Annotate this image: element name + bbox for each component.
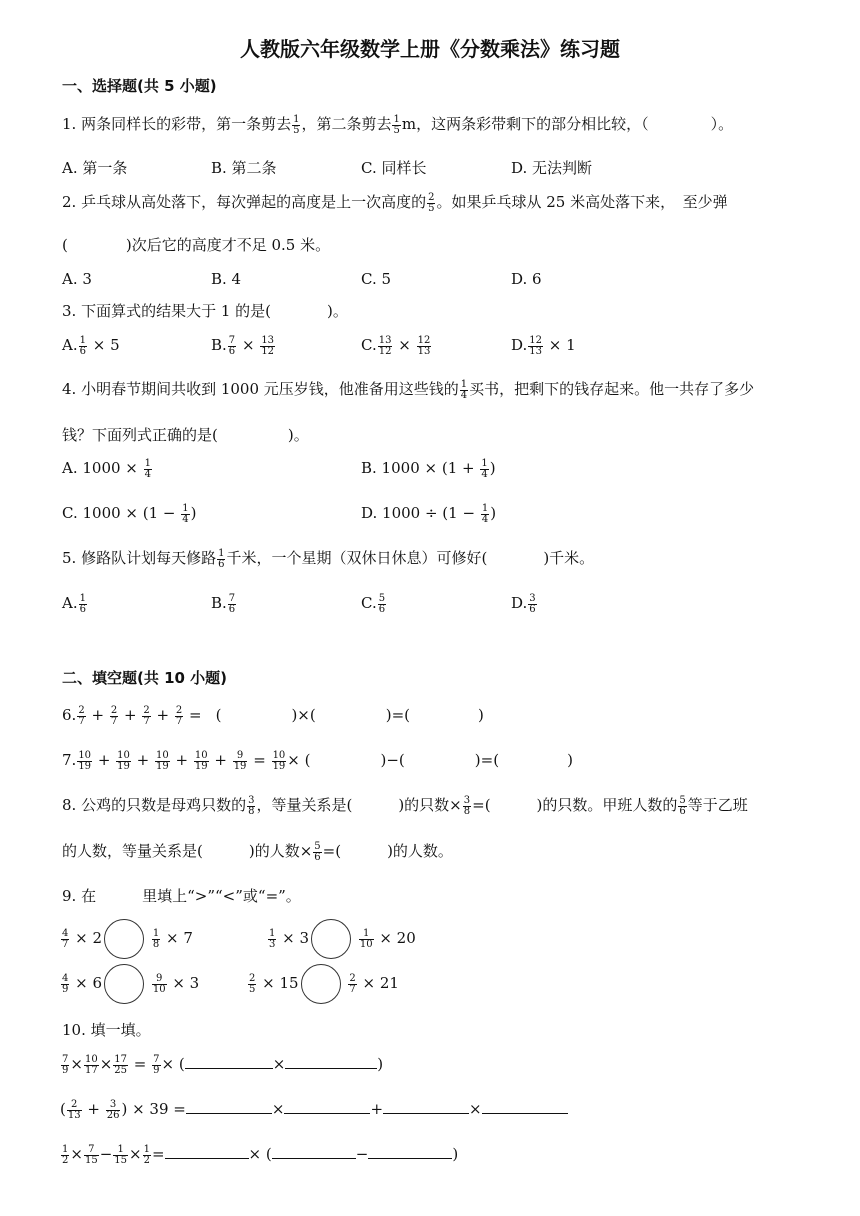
operator: =: [151, 1145, 165, 1163]
fraction: [61, 1055, 69, 1076]
numerator: 10: [272, 749, 286, 761]
q2-option-b[interactable]: B. 4: [211, 270, 242, 288]
denominator: 19: [194, 760, 208, 772]
fraction: [378, 594, 386, 615]
fraction: [77, 706, 85, 727]
numerator: 2: [67, 1100, 82, 1111]
numerator: 7: [153, 1053, 160, 1065]
numerator: 1: [359, 929, 374, 940]
operator: ) × 39 =: [121, 1100, 186, 1118]
question-4: [62, 379, 754, 401]
numerator: 5: [679, 794, 686, 806]
q4-option-d[interactable]: [361, 503, 496, 525]
denominator: 7: [175, 715, 183, 727]
q7-paren: )=(: [474, 751, 500, 769]
operator: ×: [469, 1100, 482, 1118]
operator: ): [377, 1055, 384, 1073]
q7-paren: × (: [287, 751, 311, 769]
compare-circle-input[interactable]: [311, 919, 351, 959]
numerator: 1: [293, 113, 300, 125]
q2-text: 2. 乒乓球从高处落下，每次弹起的高度是上一次高度的: [62, 193, 427, 211]
denominator: 4: [144, 468, 152, 480]
q4-option-b[interactable]: [361, 458, 496, 480]
question-3: [62, 301, 348, 321]
denominator: 6: [314, 851, 321, 863]
fraction: [392, 115, 400, 136]
fraction: [181, 504, 189, 525]
option-expr: ): [490, 504, 497, 522]
question-8-line2: [62, 841, 453, 863]
answer-blank[interactable]: [368, 1144, 452, 1159]
fraction: [144, 459, 152, 480]
operator: −: [355, 1145, 369, 1163]
section-heading-choice: 一、选择题(共 5 小题): [62, 77, 217, 95]
q3-option-d[interactable]: [511, 335, 576, 357]
expr: × 6: [75, 974, 103, 992]
fraction: [152, 974, 167, 995]
fraction: [143, 1145, 151, 1166]
numerator: 1: [218, 547, 225, 559]
fraction: [292, 115, 300, 136]
answer-blank[interactable]: [285, 1054, 377, 1069]
operator: ×: [271, 1100, 285, 1118]
q4-option-c[interactable]: [62, 503, 197, 525]
q2-text-post: 。如果乒乓球从 25 米高处落下来， 至少弹: [436, 193, 728, 211]
q1-option-b[interactable]: B. 第二条: [211, 159, 277, 177]
numerator: 2: [143, 704, 150, 716]
q8-text: )的只数×: [398, 796, 462, 814]
fraction: [228, 594, 236, 615]
fraction: [378, 336, 393, 357]
q2-option-d[interactable]: D. 6: [511, 270, 542, 288]
q9-compare-2: [267, 919, 416, 959]
fraction: [67, 1100, 82, 1121]
fraction: [79, 594, 87, 615]
denominator: 25: [114, 1064, 127, 1076]
question-9: [62, 886, 301, 906]
numerator: 2: [428, 191, 435, 203]
q3-option-c[interactable]: [361, 335, 432, 357]
operator: +: [370, 1100, 384, 1118]
operator: ): [452, 1145, 459, 1163]
fraction: [84, 1145, 99, 1166]
answer-blank[interactable]: [165, 1144, 249, 1159]
numerator: 12: [417, 334, 431, 346]
operator: ×: [99, 1055, 113, 1073]
q6-paren: ): [478, 706, 484, 724]
answer-blank[interactable]: [383, 1099, 469, 1114]
numerator: 1: [62, 1143, 69, 1155]
q5-text-end: )千米。: [543, 549, 595, 567]
fraction: [113, 1055, 128, 1076]
option-label: A.: [62, 336, 78, 354]
numerator: 1: [460, 378, 468, 390]
fraction: [152, 1055, 160, 1076]
q3-text-end: )。: [327, 302, 348, 320]
denominator: 5: [428, 202, 435, 214]
numerator: 7: [228, 592, 236, 604]
question-4-line2: [62, 425, 309, 445]
option-label: D.: [511, 594, 528, 612]
denominator: 9: [62, 1064, 69, 1076]
q7-paren: )−(: [380, 751, 405, 769]
fraction: [359, 929, 374, 950]
denominator: 6: [378, 603, 386, 615]
numerator: 5: [378, 592, 386, 604]
denominator: 6: [228, 345, 236, 357]
denominator: 2: [62, 1154, 69, 1166]
fraction: [268, 929, 276, 950]
q8-text: 的人数，等量关系是(: [62, 842, 203, 860]
fraction: [678, 796, 686, 817]
denominator: 7: [110, 715, 118, 727]
denominator: 13: [67, 1109, 81, 1121]
fraction: [348, 974, 356, 995]
numerator: 10: [117, 749, 130, 761]
q4-text-post: 买书，把剩下的钱存起来。他一共存了多少: [469, 380, 755, 398]
expr: × 2: [75, 929, 103, 947]
option-expr: × 5: [92, 336, 120, 354]
fraction: [152, 929, 160, 950]
numerator: 10: [84, 1053, 98, 1065]
q1-option-a[interactable]: A. 第一条: [62, 159, 128, 177]
expr: × 21: [362, 974, 399, 992]
q8-text: =(: [322, 842, 342, 860]
q9-compare-1: [60, 919, 193, 959]
q6-label: 6.: [62, 706, 77, 724]
q5-option-b[interactable]: [211, 593, 237, 615]
fraction: [61, 929, 69, 950]
option-label: C.: [361, 336, 377, 354]
denominator: 6: [79, 603, 86, 615]
numerator: 1: [152, 927, 160, 939]
denominator: 4: [460, 389, 468, 401]
q9-compare-3: [60, 964, 199, 1004]
q4-text: 4. 小明春节期间共收到 1000 元压岁钱，他准备用这些钱的: [62, 380, 459, 398]
operator: ×: [70, 1055, 83, 1073]
fraction: [260, 336, 275, 357]
q1-text: 1. 两条同样长的彩带，第一条剪去: [62, 115, 292, 133]
fraction: [61, 1145, 69, 1166]
numerator: 10: [194, 749, 208, 761]
denominator: 4: [481, 468, 488, 480]
q5-text: 5. 修路队计划每天修路: [62, 549, 217, 567]
numerator: 5: [314, 840, 321, 852]
numerator: 1: [143, 1143, 150, 1155]
denominator: 4: [481, 513, 489, 525]
numerator: 13: [378, 334, 392, 346]
answer-blank[interactable]: [186, 1099, 272, 1114]
fraction: [247, 796, 255, 817]
fraction: [77, 751, 92, 772]
numerator: 1: [79, 334, 86, 346]
option-label: C. 1000 × (1 −: [62, 504, 176, 522]
numerator: 1: [182, 502, 189, 514]
denominator: 13: [417, 345, 431, 357]
numerator: 1: [481, 457, 488, 469]
q6-paren: (: [215, 706, 222, 724]
q2-text-line2: )次后它的高度才不足 0.5 米。: [125, 236, 331, 254]
q8-text: =(: [472, 796, 491, 814]
numerator: 2: [110, 704, 118, 716]
denominator: 5: [249, 983, 256, 995]
q1-text-post: m，这两条彩带剩下的部分相比较，（: [401, 115, 649, 133]
q8-text: 等于乙班: [687, 796, 748, 814]
question-5: [62, 548, 594, 570]
denominator: 7: [78, 715, 85, 727]
numerator: 1: [113, 1145, 128, 1156]
q7-paren: ): [567, 751, 573, 769]
numerator: 13: [261, 334, 275, 346]
q8-text: )的只数。甲班人数的: [536, 796, 678, 814]
operator: +: [123, 706, 137, 724]
denominator: 4: [182, 513, 189, 525]
q10-row-1: [60, 1054, 383, 1076]
numerator: 7: [228, 334, 236, 346]
numerator: 2: [349, 972, 356, 984]
fraction: [194, 751, 209, 772]
fraction: [116, 751, 131, 772]
answer-blank[interactable]: [185, 1054, 273, 1069]
compare-circle-input[interactable]: [104, 964, 144, 1004]
numerator: 4: [62, 927, 69, 939]
denominator: 9: [153, 1064, 160, 1076]
page-title: 人教版六年级数学上册《分数乘法》练习题: [240, 37, 620, 61]
numerator: 4: [62, 972, 69, 984]
question-2-line2: [62, 235, 330, 255]
q9-text: 9. 在: [62, 887, 97, 905]
fraction: [84, 1055, 99, 1076]
denominator: 7: [62, 938, 69, 950]
compare-circle-input[interactable]: [301, 964, 341, 1004]
q2-option-a[interactable]: A. 3: [62, 270, 92, 288]
expr: × 20: [379, 929, 416, 947]
numerator: 12: [529, 334, 542, 346]
q8-text: )的人数。: [387, 842, 453, 860]
denominator: 8: [248, 805, 255, 817]
numerator: 3: [106, 1100, 121, 1111]
q5-option-a[interactable]: [62, 593, 88, 615]
denominator: 6: [79, 345, 86, 357]
answer-blank[interactable]: [482, 1099, 568, 1114]
q7-label: 7.: [62, 751, 77, 769]
denominator: 19: [233, 760, 247, 772]
expr: × 3: [172, 974, 200, 992]
denominator: 19: [272, 760, 286, 772]
denominator: 13: [529, 345, 542, 357]
q1-option-c[interactable]: C. 同样长: [361, 159, 427, 177]
fraction: [228, 336, 236, 357]
denominator: 6: [218, 558, 225, 570]
question-8: [62, 795, 748, 817]
option-label: B. 1000 × (1 +: [361, 459, 475, 477]
denominator: 10: [359, 938, 373, 950]
option-label: A.: [62, 594, 78, 612]
section-heading-fill: 二、填空题(共 10 小题): [62, 669, 228, 687]
numerator: 2: [175, 704, 183, 716]
option-label: A. 1000 ×: [62, 459, 138, 477]
denominator: 8: [152, 938, 160, 950]
denominator: 10: [152, 983, 166, 995]
q2-option-c[interactable]: C. 5: [361, 270, 392, 288]
denominator: 5: [393, 124, 400, 136]
q10-row-2: [60, 1099, 568, 1121]
q3-option-b[interactable]: [211, 335, 276, 357]
denominator: 12: [378, 345, 392, 357]
operator: +: [91, 706, 105, 724]
denominator: 2: [143, 1154, 150, 1166]
option-expr: × 1: [548, 336, 576, 354]
fraction: [155, 751, 170, 772]
operator: ×: [129, 1145, 142, 1163]
operator: +: [156, 706, 170, 724]
numerator: 2: [78, 704, 85, 716]
denominator: 9: [62, 983, 69, 995]
question-10: 10. 填一填。: [62, 1021, 151, 1039]
denominator: 15: [84, 1154, 98, 1166]
operator: +: [87, 1100, 100, 1118]
operator: =: [133, 1055, 147, 1073]
denominator: 7: [349, 983, 356, 995]
numerator: 2: [249, 972, 256, 984]
operator: ×: [241, 336, 255, 354]
q1-option-d[interactable]: D. 无法判断: [511, 159, 593, 177]
q8-text: 8. 公鸡的只数是母鸡只数的: [62, 796, 247, 814]
numerator: 7: [84, 1145, 99, 1156]
fraction: [61, 974, 69, 995]
q10-row-3: [60, 1144, 458, 1166]
q1-text-mid: ，第二条剪去: [301, 115, 392, 133]
q4-text-end: )。: [287, 426, 309, 444]
fraction: [480, 459, 488, 480]
q3-text: 3. 下面算式的结果大于 1 的是(: [62, 302, 272, 320]
numerator: 3: [248, 794, 255, 806]
numerator: 9: [152, 974, 167, 985]
denominator: 3: [269, 938, 276, 950]
q4-text-line2: 钱？下面列式正确的是(: [62, 426, 218, 444]
q5-text-post: 千米，一个星期（双休日休息）可修好(: [226, 549, 488, 567]
option-label: D. 1000 ÷ (1 −: [361, 504, 476, 522]
denominator: 6: [679, 805, 686, 817]
q8-text: )的人数×: [248, 842, 313, 860]
question-6: [62, 705, 484, 727]
q5-option-d[interactable]: [511, 593, 538, 615]
denominator: 15: [114, 1154, 127, 1166]
fraction: [528, 336, 543, 357]
denominator: 26: [106, 1109, 120, 1121]
option-expr: ): [489, 459, 496, 477]
option-label: B.: [211, 594, 227, 612]
option-label: C.: [361, 594, 377, 612]
fraction: [460, 380, 468, 401]
fraction: [217, 549, 225, 570]
q9-compare-4: [247, 964, 399, 1004]
numerator: 10: [78, 749, 92, 761]
fraction: [175, 706, 183, 727]
q5-option-c[interactable]: [361, 593, 387, 615]
question-7: 7. $\frac{10}{19}$ + $\frac{10}{19}$ + $\frac{10}{19}$ + $\frac{10}{19}$ + $\frac{9}{19}$ = $\frac{10}{19}$ × ( )−( )=( ): [62, 749, 573, 772]
fraction: [463, 796, 471, 817]
fraction: [272, 751, 287, 772]
fraction: [528, 594, 536, 615]
fraction: [248, 974, 256, 995]
operator: × (: [161, 1055, 185, 1073]
question-1: [62, 114, 733, 136]
q3-option-a[interactable]: [62, 335, 120, 357]
fraction: [233, 751, 248, 772]
option-label: D.: [511, 336, 528, 354]
operator: ×: [70, 1145, 83, 1163]
denominator: 12: [261, 345, 275, 357]
denominator: 19: [156, 760, 169, 772]
expr: × 15: [262, 974, 299, 992]
numerator: 3: [463, 794, 471, 806]
denominator: 17: [84, 1064, 98, 1076]
numerator: 9: [233, 751, 248, 762]
q9-text: 里填上“>”“<”或“=”。: [142, 887, 301, 905]
fraction: [142, 706, 150, 727]
fraction: [481, 504, 489, 525]
denominator: 8: [463, 805, 471, 817]
operator: × (: [248, 1145, 272, 1163]
fraction: [106, 1100, 121, 1121]
denominator: 6: [228, 603, 236, 615]
q6-paren: )=(: [385, 706, 411, 724]
fraction: [113, 1145, 128, 1166]
numerator: 17: [114, 1053, 127, 1065]
numerator: 1: [481, 502, 489, 514]
numerator: 1: [79, 592, 86, 604]
fraction: [427, 193, 435, 214]
numerator: 10: [156, 749, 169, 761]
question-2: [62, 192, 728, 214]
q8-text: ，等量关系是(: [256, 796, 353, 814]
numerator: 7: [62, 1053, 69, 1065]
q1-text-end: ）。: [710, 115, 734, 133]
compare-circle-input[interactable]: [104, 919, 144, 959]
answer-blank[interactable]: [272, 1144, 356, 1159]
expr: × 3: [282, 929, 310, 947]
operator: −: [99, 1145, 113, 1163]
numerator: 1: [269, 927, 276, 939]
denominator: 19: [117, 760, 130, 772]
operator: ×: [398, 336, 411, 354]
q6-paren: )×(: [291, 706, 316, 724]
denominator: 6: [529, 603, 536, 615]
operator: =: [253, 751, 266, 769]
denominator: 5: [293, 124, 300, 136]
numerator: 3: [529, 592, 536, 604]
operator: =: [189, 706, 202, 724]
fraction: [313, 842, 321, 863]
denominator: 19: [78, 760, 92, 772]
denominator: 7: [143, 715, 150, 727]
q2-paren-open: (: [62, 236, 68, 254]
answer-blank[interactable]: [284, 1099, 370, 1114]
fraction: [79, 336, 87, 357]
operator: ×: [272, 1055, 286, 1073]
option-label: B.: [211, 336, 227, 354]
fraction: [417, 336, 432, 357]
numerator: 1: [393, 113, 400, 125]
q4-option-a[interactable]: [62, 458, 153, 480]
fraction: [110, 706, 118, 727]
operator: (: [60, 1100, 66, 1118]
expr: × 7: [165, 929, 193, 947]
option-expr: ): [190, 504, 197, 522]
numerator: 1: [144, 457, 152, 469]
